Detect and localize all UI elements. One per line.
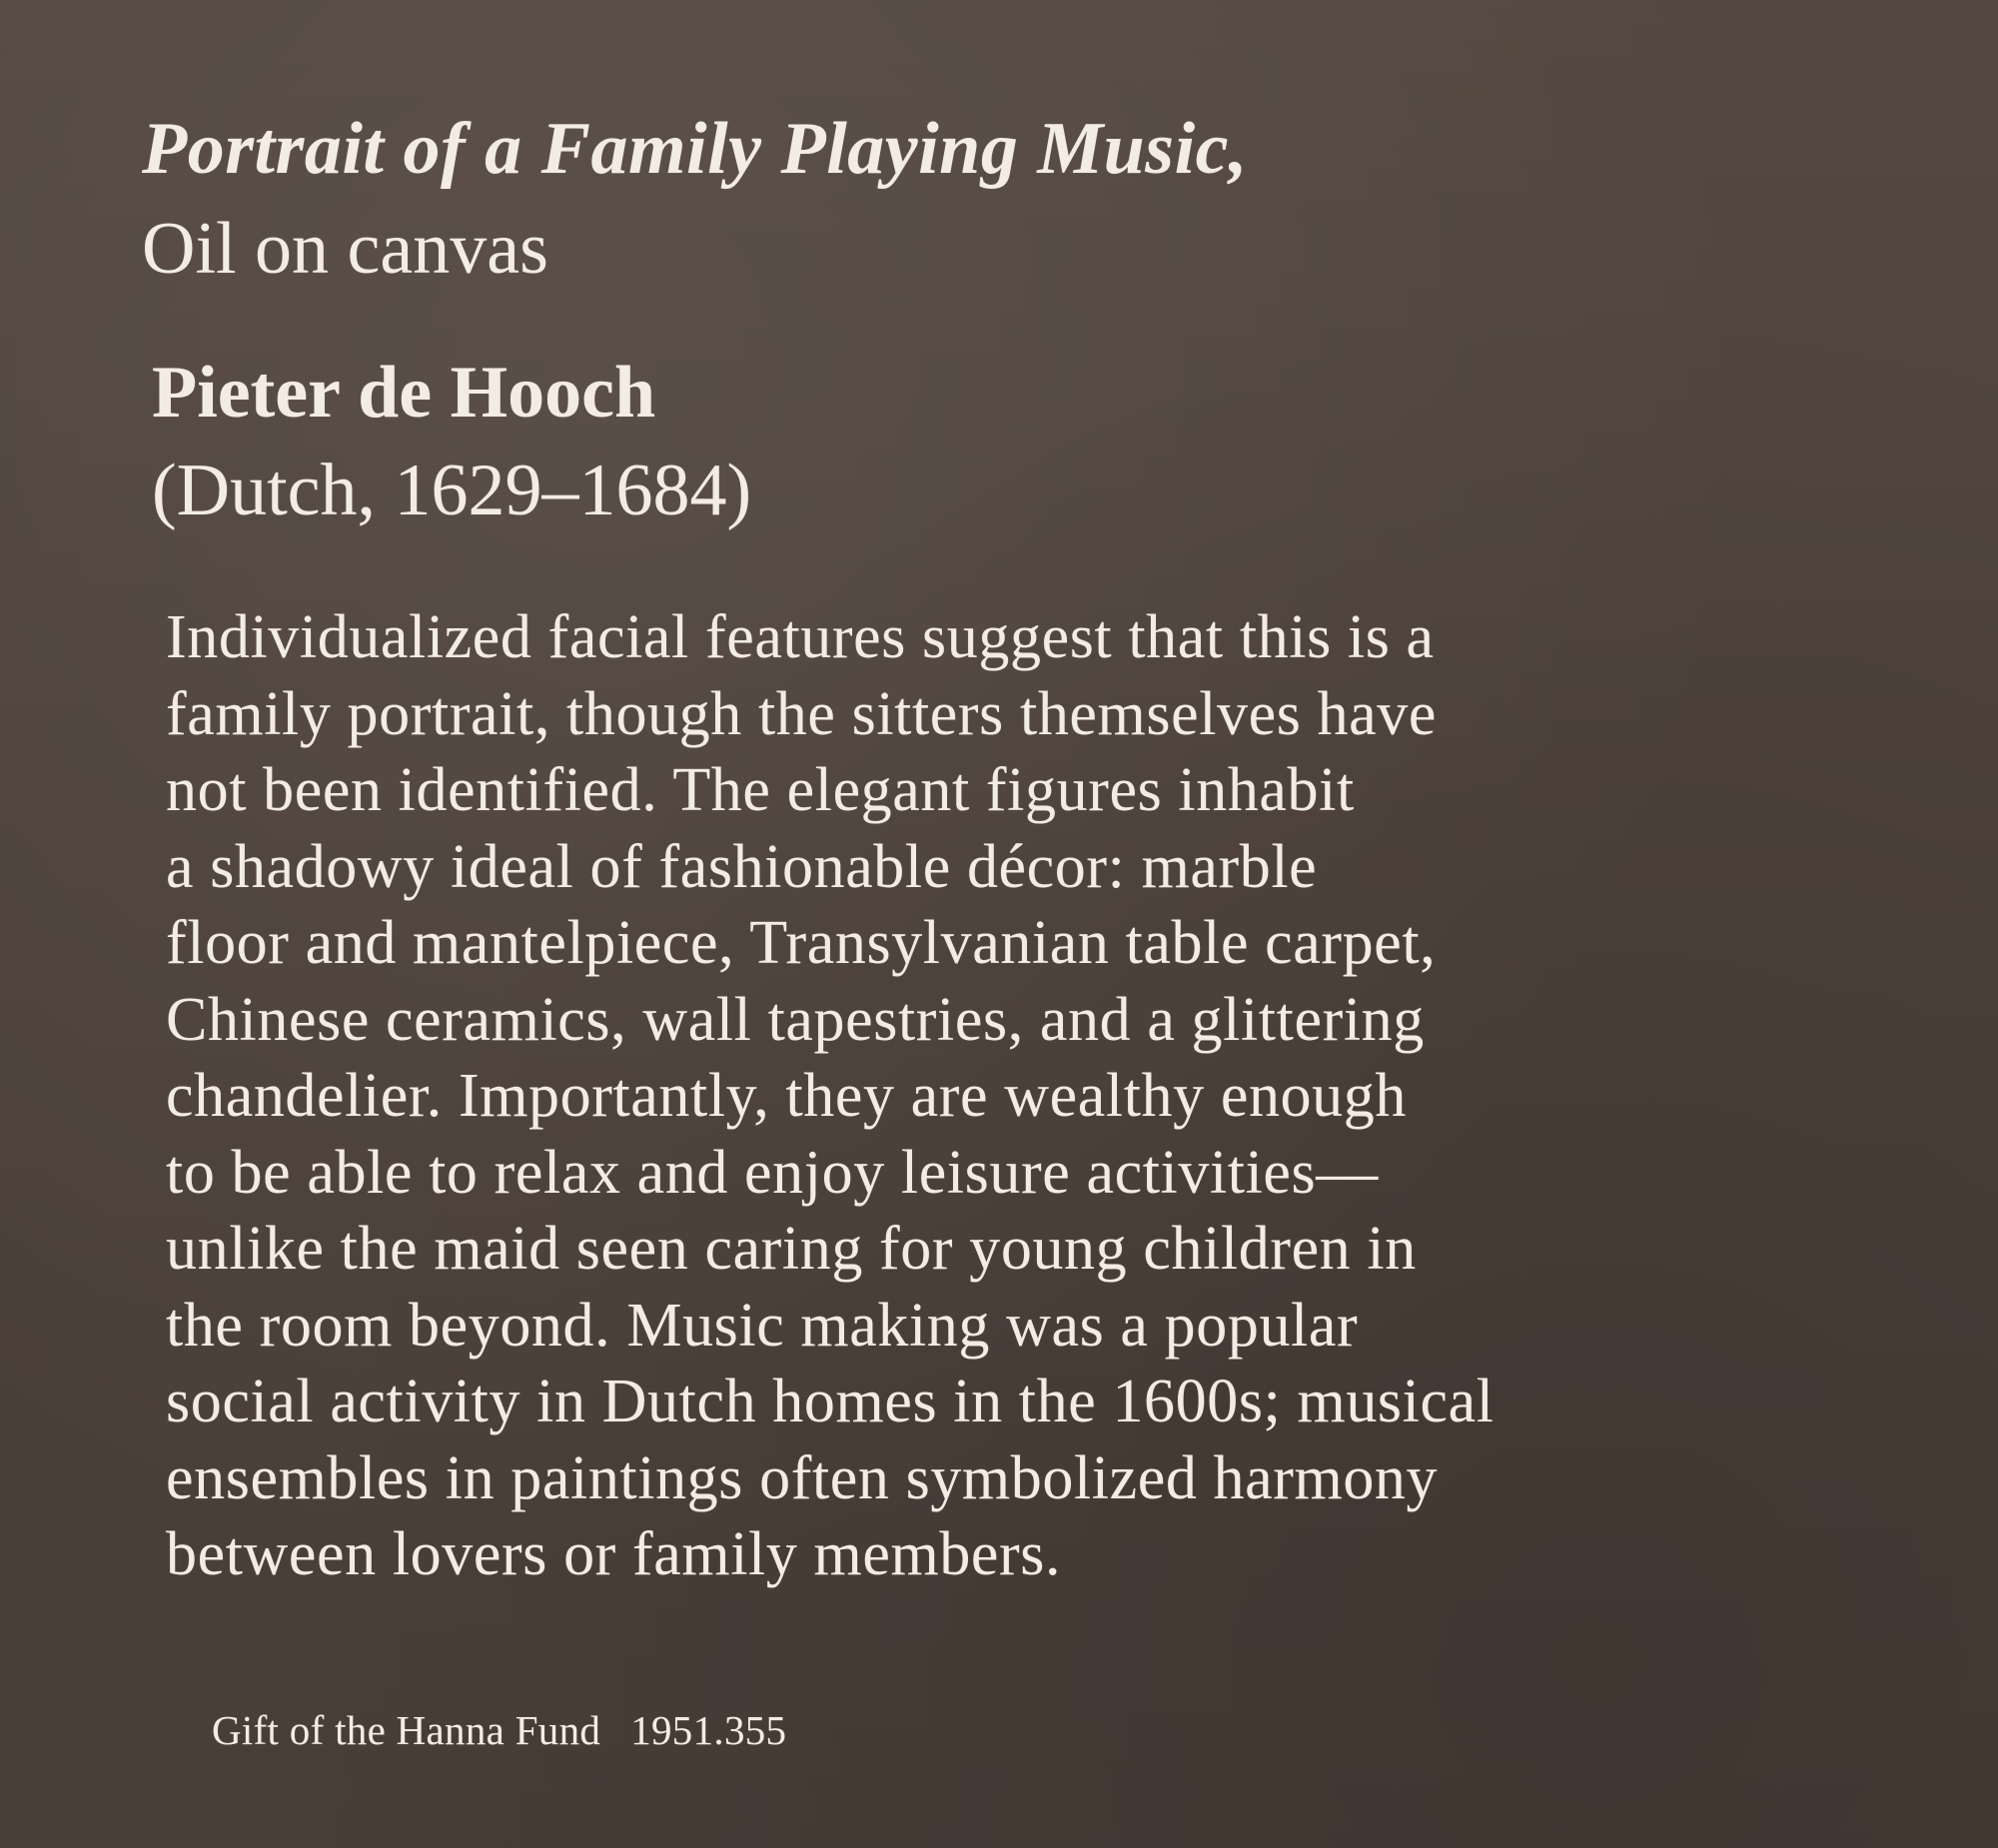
description-line: between lovers or family members.	[166, 1520, 1062, 1588]
artwork-title: Portrait of a Family Playing Music,	[142, 108, 1248, 190]
artwork-medium: Oil on canvas	[142, 208, 548, 290]
artist-nationality-dates: (Dutch, 1629–1684)	[152, 450, 752, 531]
description-line: to be able to relax and enjoy leisure activities—	[166, 1138, 1379, 1207]
description-line: social activity in Dutch homes in the 1600s; musical	[166, 1368, 1495, 1435]
description-line: chandelier. Importantly, they are wealthy enough	[166, 1062, 1407, 1130]
artwork-description	[166, 599, 1864, 1593]
description-line: family portrait, though the sitters themselves have	[166, 679, 1438, 748]
description-line: unlike the maid seen caring for young children in	[166, 1215, 1417, 1283]
description-line: Individualized facial features suggest that this is a	[166, 603, 1435, 671]
description-line: the room beyond. Music making was a popular	[166, 1291, 1359, 1360]
credit-line	[212, 1707, 787, 1753]
description-line: Chinese ceramics, wall tapestries, and a glittering	[166, 985, 1425, 1054]
description-line: not been identified. The elegant figures inhabit	[166, 756, 1355, 824]
accession-number: 1951.355	[630, 1707, 787, 1753]
artist-name: Pieter de Hooch	[152, 352, 656, 434]
description-line: a shadowy ideal of fashionable décor: marble	[166, 832, 1318, 901]
description-line: ensembles in paintings often symbolized harmony	[166, 1443, 1439, 1512]
credit-text: Gift of the Hanna Fund	[212, 1707, 601, 1753]
description-line: floor and mantelpiece, Transylvanian table carpet,	[166, 909, 1437, 977]
